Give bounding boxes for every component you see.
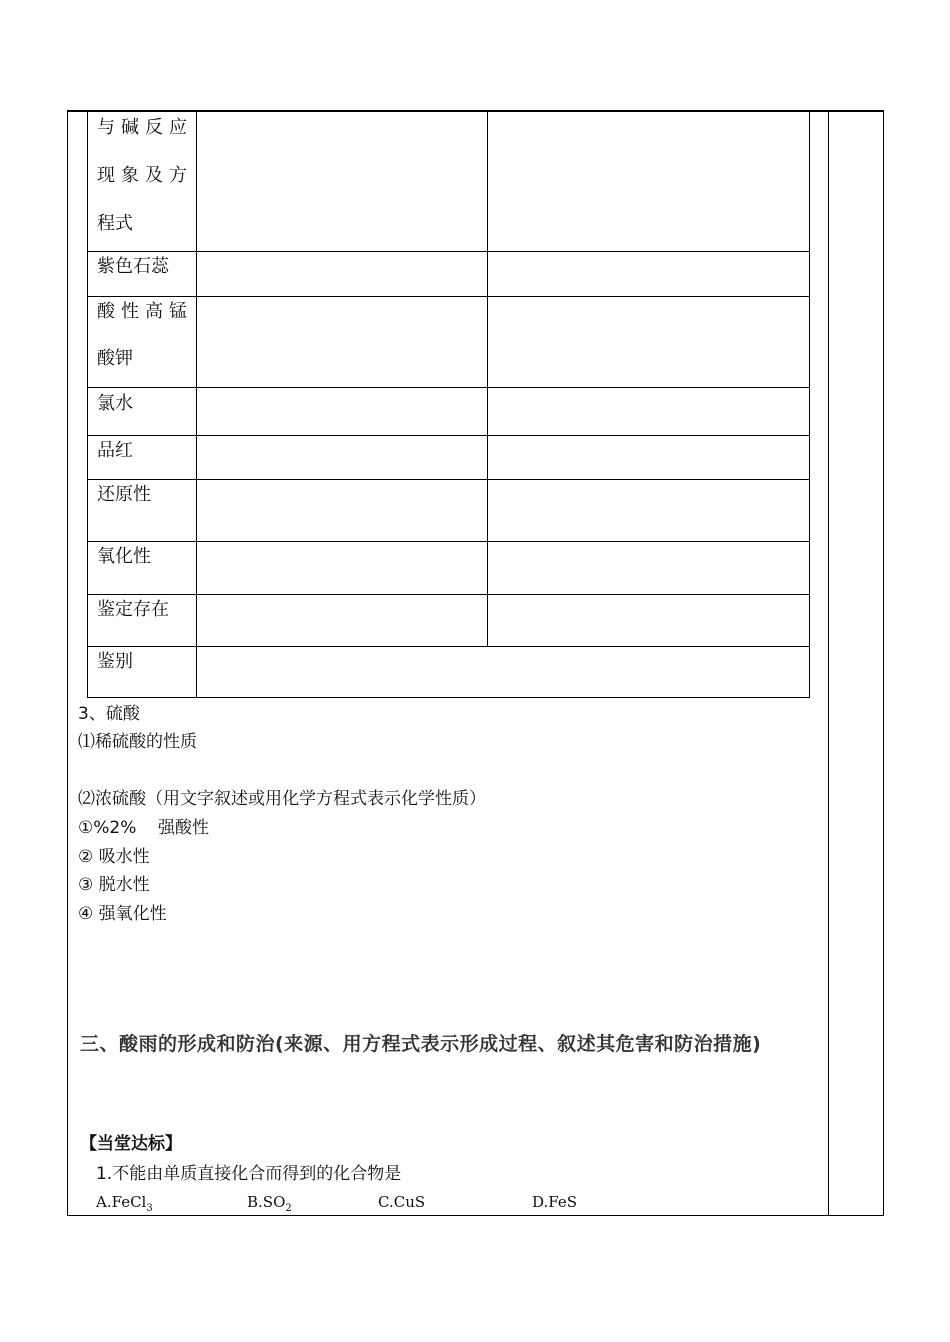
property-item: ② 吸水性: [78, 847, 150, 867]
row-divider: [87, 296, 810, 297]
option-formula: CuS: [393, 1193, 426, 1211]
outer-right-border: [883, 110, 884, 1216]
option-letter: A.: [96, 1193, 112, 1211]
outer-bottom-border: [67, 1215, 884, 1216]
outer-left-border: [67, 110, 68, 1216]
label-line: 氧化性: [97, 546, 151, 567]
option-b: [247, 1191, 292, 1220]
inner-table-right: [809, 112, 810, 698]
row-label-base-reaction: [97, 164, 193, 188]
label-line: 氯水: [97, 393, 133, 414]
concentrated-acid-heading: ⑵浓硫酸（用文字叙述或用化学方程式表示化学性质）: [78, 789, 486, 809]
value-column-divider: [487, 112, 488, 646]
label-line: 紫色石蕊: [97, 256, 169, 277]
label-line: 品红: [97, 440, 133, 461]
right-column-divider: [828, 110, 829, 1216]
row-divider: [87, 646, 810, 647]
label-line: 酸钾: [97, 348, 133, 369]
row-label-kmno4: [97, 300, 193, 324]
option-letter: B.: [247, 1193, 263, 1211]
row-divider: [87, 435, 810, 436]
option-a: [96, 1191, 153, 1220]
row-label-base-reaction: [97, 116, 193, 140]
label-line: 鉴定存在: [97, 599, 169, 620]
outer-top-border: [67, 110, 884, 112]
option-letter: C.: [378, 1193, 394, 1211]
row-divider: [87, 387, 810, 388]
option-subscript: 3: [146, 1203, 153, 1214]
row-divider: [87, 251, 810, 252]
row-label-base-reaction: [97, 212, 133, 236]
option-d: [532, 1191, 577, 1213]
label-line: 程式: [97, 213, 133, 234]
practice-question: 1.不能由单质直接化合而得到的化合物是: [96, 1164, 402, 1184]
row-divider: [87, 594, 810, 595]
section-title-sulfuric-acid: 3、硫酸: [78, 704, 140, 724]
label-line: 与碱反应: [97, 117, 193, 138]
row-label-reducibility: [97, 483, 151, 507]
practice-title: 【当堂达标】: [80, 1134, 182, 1154]
acid-rain-heading: 三、酸雨的形成和防治(来源、用方程式表示形成过程、叙述其危害和防治措施): [80, 1033, 762, 1055]
row-label-kmno4: [97, 347, 133, 371]
row-divider: [87, 479, 810, 480]
option-subscript: 2: [285, 1203, 292, 1214]
row-label-magenta: [97, 439, 133, 463]
option-formula: SO: [262, 1193, 286, 1211]
dilute-acid-heading: ⑴稀硫酸的性质: [78, 732, 197, 752]
property-item: ①%2% 强酸性: [78, 818, 209, 838]
row-label-distinguish: [97, 650, 133, 674]
row-label-chlorine-water: [97, 392, 133, 416]
option-formula: FeS: [548, 1193, 578, 1211]
row-label-oxidizability: [97, 545, 151, 569]
label-line: 还原性: [97, 484, 151, 505]
label-line: 鉴别: [97, 651, 133, 672]
label-line: 现象及方: [97, 165, 193, 186]
inner-table-left: [87, 112, 88, 698]
option-formula: FeCl: [111, 1193, 147, 1211]
inner-table-bottom: [87, 697, 810, 698]
property-item: ③ 脱水性: [78, 875, 150, 895]
label-column-divider: [196, 112, 197, 698]
row-label-identify-presence: [97, 598, 169, 622]
property-item: ④ 强氧化性: [78, 904, 167, 924]
row-label-litmus: [97, 255, 169, 279]
option-c: [378, 1191, 425, 1213]
option-letter: D.: [532, 1193, 549, 1211]
label-line: 酸性高锰: [97, 301, 193, 322]
row-divider: [87, 541, 810, 542]
